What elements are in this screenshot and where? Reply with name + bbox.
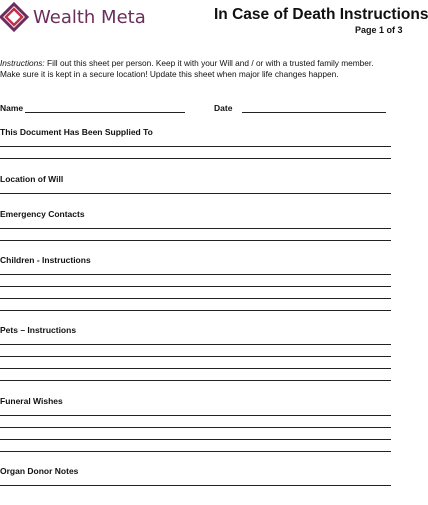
writing-line[interactable] [0, 368, 391, 369]
document-title: In Case of Death Instructions [214, 6, 428, 23]
date-field-line[interactable] [242, 112, 386, 113]
date-label: Date [214, 103, 233, 113]
writing-line[interactable] [0, 310, 391, 311]
writing-line[interactable] [0, 427, 391, 428]
writing-line[interactable] [0, 344, 391, 345]
writing-line[interactable] [0, 286, 391, 287]
writing-line[interactable] [0, 439, 391, 440]
writing-line[interactable] [0, 158, 391, 159]
writing-line[interactable] [0, 274, 391, 275]
instructions-line-1 [0, 58, 420, 69]
section-children-label: Children - Instructions [0, 255, 91, 265]
section-supplied-to-label: This Document Has Been Supplied To [0, 127, 153, 137]
section-emergency-contacts-label: Emergency Contacts [0, 209, 85, 219]
diamond-logo-icon [0, 3, 30, 31]
section-will-location-label: Location of Will [0, 174, 64, 184]
writing-line[interactable] [0, 356, 391, 357]
brand-name: Wealth Meta [33, 6, 146, 28]
instructions-text-2: Make sure it is kept in a secure location! Update this sheet when major life changes happen. [0, 68, 339, 79]
writing-line[interactable] [0, 228, 391, 229]
writing-line[interactable] [0, 451, 391, 452]
instructions-text-1: Fill out this sheet per person. Keep it with your Will and / or with a trusted family member. [44, 58, 374, 68]
writing-line[interactable] [0, 380, 391, 381]
section-organ-donor-label: Organ Donor Notes [0, 466, 79, 476]
name-label: Name [0, 103, 24, 113]
brand-logo [0, 3, 146, 31]
writing-line[interactable] [0, 415, 391, 416]
instructions-label: Instructions: [0, 58, 45, 68]
writing-line[interactable] [0, 485, 391, 486]
instructions-block [0, 58, 420, 79]
writing-line[interactable] [0, 193, 391, 194]
page-indicator: Page 1 of 3 [355, 25, 403, 35]
writing-line[interactable] [0, 298, 391, 299]
writing-line[interactable] [0, 240, 391, 241]
section-funeral-label: Funeral Wishes [0, 396, 63, 406]
name-field-line[interactable] [25, 112, 185, 113]
section-pets-label: Pets – Instructions [0, 325, 77, 335]
writing-line[interactable] [0, 146, 391, 147]
